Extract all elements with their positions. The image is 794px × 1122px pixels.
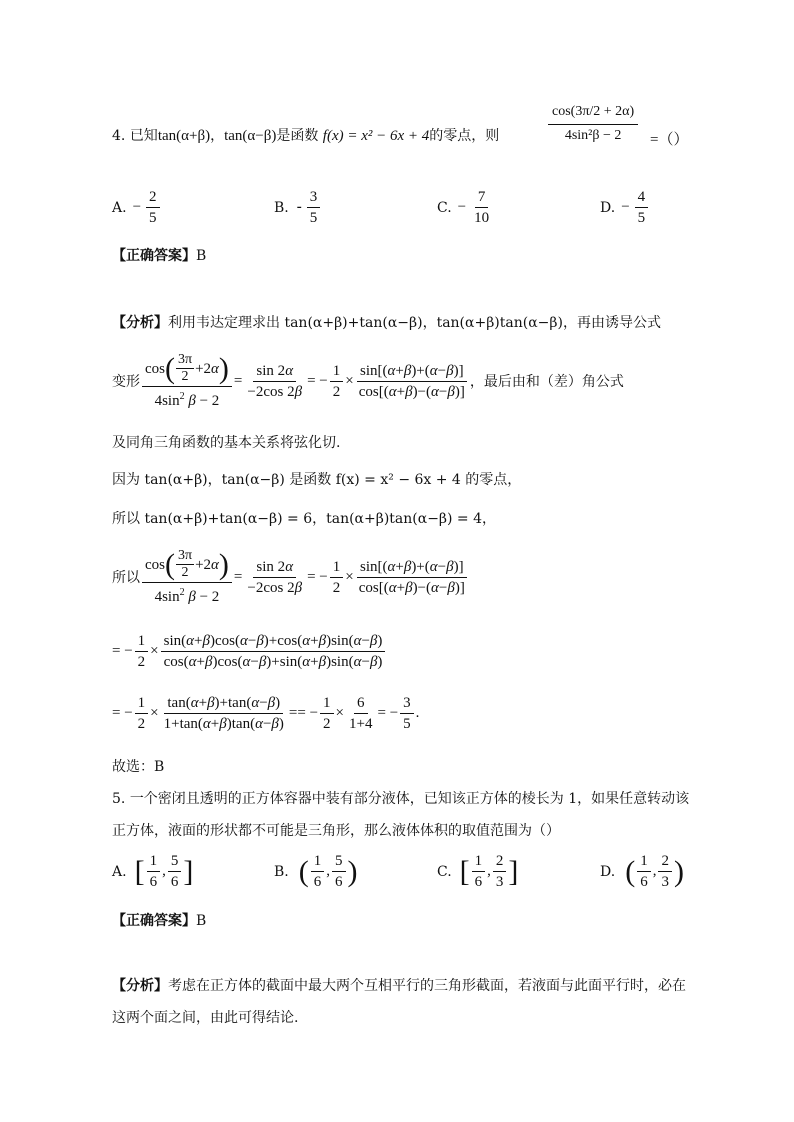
q5-option-d: D. ( $\frac{1}{6}$ , $\frac{2}{3}$ ) (600, 853, 684, 890)
option-sign: − (457, 199, 467, 215)
q5-answer (112, 911, 206, 931)
q5-option-a: A. [ $\frac{1}{6}$ , $\frac{5}{6}$ ] (112, 853, 194, 890)
option-a-num: 1 (472, 852, 486, 872)
q5-number: 5. (112, 791, 126, 807)
q4-answer (112, 246, 206, 266)
option-left-bracket: ( (298, 854, 309, 888)
option-left-bracket: [ (459, 854, 470, 888)
option-sign: − (621, 199, 630, 215)
option-a-num: 1 (311, 852, 325, 872)
option-b-den: 3 (495, 874, 504, 890)
q5-analysis-line-1 (112, 976, 686, 996)
analysis-text: ，最后由和（差）角公式 (469, 374, 624, 390)
option-left-bracket: ( (625, 854, 636, 888)
option-b-den: 3 (661, 874, 669, 890)
q4-stem-text-c: 的零点，则 (429, 128, 500, 144)
q4-analysis-line-3: 及同角三角函数的基本关系将弦化切. (112, 435, 341, 451)
answer-tag: 【正确答案】 (112, 913, 196, 929)
answer-tag: 【正确答案】 (112, 248, 196, 264)
option-a-den: 6 (474, 874, 483, 890)
analysis-text: 变形 (112, 374, 140, 390)
q4-solution-line-2: 所以 tan(α+β)+tan(α−β) = 6，tan(α+β)tan(α−β) = 4， (112, 511, 497, 527)
q4-stem-text-b: 是函数 (276, 128, 319, 144)
option-b-den: 6 (335, 874, 343, 890)
option-b-den: 6 (170, 874, 179, 890)
option-right-bracket: ] (508, 854, 519, 888)
q5-option-b: B. ( $\frac{1}{6}$ , $\frac{5}{6}$ ) (274, 853, 358, 890)
analysis-tag: 【分析】 (112, 315, 168, 331)
option-label: D. (600, 199, 616, 216)
answer-value: B (196, 248, 207, 264)
solution-text: 所以 (112, 570, 140, 586)
q4-fraction-numerator: cos(3π/2 + 2α) (548, 104, 638, 125)
option-denominator: 5 (309, 210, 318, 226)
q5-stem-text: 一个密闭且透明的正方体容器中装有部分液体，已知该正方体的棱长为 1，如果任意转动该 (129, 791, 690, 807)
q5-analysis-line-2: 这两个面之间，由此可得结论. (112, 1010, 299, 1026)
option-label: B. (274, 199, 289, 216)
option-right-bracket: ] (183, 854, 194, 888)
q4-number: 4. (112, 128, 126, 144)
option-label: C. (437, 863, 452, 880)
option-numerator: 4 (635, 188, 649, 208)
q4-tan-minus: tan(α−β) (224, 128, 277, 144)
q4-solution-line-1: 因为 tan(α+β)，tan(α−β) 是函数 f(x) = x² − 6x + 4 的零点， (112, 472, 522, 488)
option-label: A. (112, 199, 127, 216)
option-sign: − (132, 199, 142, 215)
q4-option-a (112, 188, 162, 227)
q4-comma: ， (210, 128, 225, 144)
option-numerator: 7 (475, 188, 489, 208)
option-b-num: 2 (658, 852, 672, 872)
q4-tan-plus: tan(α+β) (157, 128, 211, 144)
analysis-tag: 【分析】 (112, 978, 168, 994)
q5-stem-line-1 (112, 789, 689, 809)
q4-stem (112, 126, 499, 146)
option-a-num: 1 (147, 852, 161, 872)
option-left-bracket: [ (134, 854, 145, 888)
option-a-den: 6 (313, 874, 322, 890)
cos-fraction: cos ( $\frac{3\pi}{2}$ +2 α ) $4\sin^2$ β − 2 (142, 352, 232, 410)
q5-stem-line-2: 正方体，液面的形状都不可能是三角形，那么液体体积的取值范围为（） (112, 823, 560, 839)
option-a-num: 1 (637, 852, 651, 872)
q4-analysis-line-1 (112, 313, 661, 333)
option-b-num: 5 (168, 852, 182, 872)
option-label: A. (112, 863, 127, 880)
option-right-bracket: ) (347, 854, 358, 888)
q4-option-d (600, 188, 650, 227)
option-a-den: 6 (640, 874, 648, 890)
q5-option-c: C. [ $\frac{1}{6}$ , $\frac{2}{3}$ ] (437, 853, 519, 890)
q4-solution-line-5: = − $\frac{1}{2}$ × $\frac{\tan(\alpha+\beta)+\tan(\alpha-\beta)}{1+\tan(\alpha+\beta)\tan(\alpha-\beta)}$ == − $\frac{1}{2}$ × $\frac{6}{1+4}$ = − $\frac{3}{5}$ . (112, 695, 420, 732)
q4-stem-text-a: 已知 (129, 128, 158, 144)
option-b-num: 2 (493, 852, 507, 872)
q4-solution-line-3: 所以 cos ( $\frac{3\pi}{2}$ +2 α ) $4\sin^2$ β − 2 = $\frac{\sin 2\alpha}{-2\cos 2\beta}$ = − $\frac{1}{2}$ × $\frac{\sin[(\alpha+\beta)+(\alpha-\beta)]}{\cos[(\alpha+\beta)-(\alpha-\beta)]}$ (112, 547, 465, 605)
option-right-bracket: ) (673, 854, 684, 888)
option-numerator: 3 (307, 188, 321, 208)
q4-fraction-tail: =（） (650, 132, 689, 148)
option-b-num: 5 (332, 852, 346, 872)
q4-target-fraction (548, 104, 638, 144)
option-sign: - (296, 199, 302, 215)
q4-option-c (437, 188, 494, 227)
option-denominator: 5 (637, 210, 646, 226)
q4-analysis-line-2: 变形 cos ( $\frac{3\pi}{2}$ +2 α ) $4\sin^2$ β − 2 = $\frac{\sin 2\alpha}{-2\cos 2\beta}$ = − $\frac{1}{2}$ × $\frac{\sin[(\alpha+\beta)+(\alpha-\beta)]}{\cos[(\alpha+\beta)-(\alpha-\beta)]}$ ，最后由和（差）角公式 (112, 351, 624, 409)
option-numerator: 2 (146, 188, 160, 208)
q4-fraction-denominator: 4sin²β − 2 (564, 128, 622, 143)
q4-function: f(x) = x² − 6x + 4 (322, 128, 430, 144)
answer-value: B (196, 913, 207, 929)
option-label: B. (274, 863, 289, 880)
option-denominator: 5 (149, 210, 157, 226)
q4-choose: 故选：B (112, 759, 165, 775)
option-denominator: 10 (474, 210, 490, 226)
analysis-text: 利用韦达定理求出 tan(α+β)+tan(α−β)，tan(α+β)tan(α−β)，再由诱导公式 (168, 315, 661, 331)
option-a-den: 6 (149, 874, 158, 890)
q4-solution-line-4: = − $\frac{1}{2}$ × $\frac{\sin(\alpha+\beta)\cos(\alpha-\beta)+\cos(\alpha+\beta)\sin(\alpha-\beta)}{\cos(\alpha+\beta)\cos(\alpha-\beta)+\sin(\alpha+\beta)\sin(\alpha-\beta)}$ (112, 632, 387, 671)
q4-option-b (274, 188, 322, 227)
analysis-text: 考虑在正方体的截面中最大两个互相平行的三角形截面，若液面与此面平行时，必在 (168, 978, 686, 994)
option-label: C. (437, 199, 452, 216)
option-label: D. (600, 863, 616, 880)
